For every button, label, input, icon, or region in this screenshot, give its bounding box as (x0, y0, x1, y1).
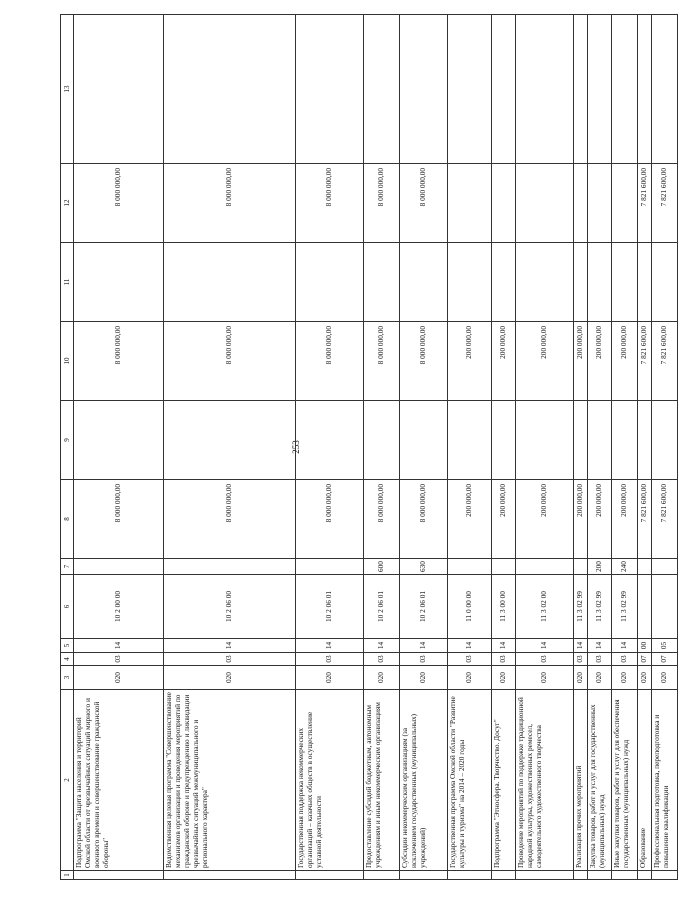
grbs-code-cell: 020 (364, 666, 400, 690)
subsection-code-cell: 14 (364, 639, 400, 653)
header-cell: 9 (61, 401, 74, 480)
row-number-cell (516, 871, 574, 880)
item-name-cell: Проведение мероприятий по поддержке традиционной народной культуры, художественных ремесел, самодеятельного художественного творчества (516, 690, 574, 871)
amount-cell (364, 15, 400, 164)
target-article-cell: 11 3 02 99 (612, 575, 638, 639)
expense-type-cell (164, 559, 296, 575)
subsection-code-cell: 00 (638, 639, 652, 653)
subsection-code-cell: 14 (400, 639, 448, 653)
expense-type-cell (652, 559, 678, 575)
amount-cell (516, 15, 574, 164)
expense-type-cell (574, 559, 588, 575)
amount-cell: 7 821 600,00 (652, 164, 678, 243)
item-name-cell: Государственная программа Омской области "Развитие культуры и туризма" на 2014 – 2020 годы (448, 690, 492, 871)
table-row (574, 15, 588, 880)
amount-cell: 7 821 600,00 (638, 480, 652, 559)
amount-cell (638, 401, 652, 480)
section-code-cell: 03 (296, 653, 364, 666)
expense-type-cell (492, 559, 516, 575)
amount-cell: 8 000 000,00 (164, 322, 296, 401)
grbs-code-cell: 020 (492, 666, 516, 690)
row-number-cell (364, 871, 400, 880)
amount-cell: 8 000 000,00 (400, 480, 448, 559)
amount-cell (164, 243, 296, 322)
amount-cell (588, 164, 612, 243)
amount-cell (400, 243, 448, 322)
amount-cell: 200 000,00 (588, 480, 612, 559)
amount-cell (296, 15, 364, 164)
section-code-cell: 03 (164, 653, 296, 666)
target-article-cell: 10 2 00 00 (74, 575, 164, 639)
item-name-cell: Закупка товаров, работ и услуг для государственных (муниципальных) нужд (588, 690, 612, 871)
item-name-cell: Государственная поддержка некоммерческих организаций – казачьих обществ в осуществление уставной деятельности (296, 690, 364, 871)
amount-cell (492, 164, 516, 243)
amount-cell: 7 821 600,00 (652, 480, 678, 559)
table-row (400, 15, 448, 880)
amount-cell (296, 243, 364, 322)
table-row (448, 15, 492, 880)
amount-cell (612, 401, 638, 480)
amount-cell (492, 15, 516, 164)
subsection-code-cell: 14 (492, 639, 516, 653)
grbs-code-cell: 020 (638, 666, 652, 690)
row-number-cell (492, 871, 516, 880)
page-number: 253 (291, 440, 301, 454)
section-code-cell: 03 (74, 653, 164, 666)
section-code-cell: 03 (364, 653, 400, 666)
amount-cell: 8 000 000,00 (364, 322, 400, 401)
subsection-code-cell: 14 (574, 639, 588, 653)
amount-cell: 8 000 000,00 (296, 164, 364, 243)
row-number-cell (652, 871, 678, 880)
amount-cell: 8 000 000,00 (74, 322, 164, 401)
amount-cell: 200 000,00 (574, 322, 588, 401)
rotated-table-container (60, 35, 670, 880)
subsection-code-cell: 14 (164, 639, 296, 653)
row-number-cell (588, 871, 612, 880)
amount-cell: 200 000,00 (612, 322, 638, 401)
target-article-cell: 10 2 06 00 (164, 575, 296, 639)
amount-cell (574, 15, 588, 164)
expense-type-cell (296, 559, 364, 575)
expense-type-cell: 240 (612, 559, 638, 575)
amount-cell: 200 000,00 (492, 480, 516, 559)
amount-cell (448, 15, 492, 164)
item-name-cell: Ведомственная целевая программа "Совершенствование механизмов организации и проведения мероприятий по гражданской обороне и предупреждению и ликвидации чрезвычайных ситуаций межмуниципального и регионального характера" (164, 690, 296, 871)
amount-cell (74, 15, 164, 164)
amount-cell (516, 164, 574, 243)
target-article-cell: 11 3 02 99 (588, 575, 612, 639)
amount-cell: 8 000 000,00 (364, 480, 400, 559)
amount-cell (612, 164, 638, 243)
amount-cell (638, 243, 652, 322)
amount-cell: 200 000,00 (492, 322, 516, 401)
grbs-code-cell: 020 (164, 666, 296, 690)
amount-cell: 8 000 000,00 (364, 164, 400, 243)
subsection-code-cell: 14 (516, 639, 574, 653)
amount-cell: 200 000,00 (574, 480, 588, 559)
expense-type-cell: 600 (364, 559, 400, 575)
amount-cell (400, 15, 448, 164)
budget-table (60, 14, 678, 880)
amount-cell (492, 401, 516, 480)
amount-cell: 8 000 000,00 (164, 480, 296, 559)
amount-cell: 200 000,00 (516, 322, 574, 401)
row-number-cell (164, 871, 296, 880)
amount-cell (164, 15, 296, 164)
expense-type-cell: 200 (588, 559, 612, 575)
amount-cell (448, 243, 492, 322)
amount-cell: 200 000,00 (516, 480, 574, 559)
expense-type-cell (74, 559, 164, 575)
row-number-cell (74, 871, 164, 880)
amount-cell (364, 243, 400, 322)
amount-cell (516, 243, 574, 322)
section-code-cell: 03 (492, 653, 516, 666)
target-article-cell: 11 3 00 00 (492, 575, 516, 639)
amount-cell: 8 000 000,00 (296, 322, 364, 401)
target-article-cell: 11 3 02 99 (574, 575, 588, 639)
amount-cell (574, 401, 588, 480)
section-code-cell: 03 (612, 653, 638, 666)
table-row (492, 15, 516, 880)
item-name-cell: Реализация прочих мероприятий (574, 690, 588, 871)
amount-cell (492, 243, 516, 322)
amount-cell (364, 401, 400, 480)
amount-cell (448, 401, 492, 480)
item-name-cell: Подпрограмма "Защита населения и территорий Омской области от чрезвычайных ситуаций мирного и военного времени и совершенствование гражданской обороны" (74, 690, 164, 871)
target-article-cell: 11 0 00 00 (448, 575, 492, 639)
amount-cell: 8 000 000,00 (74, 480, 164, 559)
row-number-cell (638, 871, 652, 880)
amount-cell (400, 401, 448, 480)
section-code-cell: 03 (400, 653, 448, 666)
subsection-code-cell: 14 (74, 639, 164, 653)
grbs-code-cell: 020 (588, 666, 612, 690)
header-cell: 13 (61, 15, 74, 164)
table-row (364, 15, 400, 880)
grbs-code-cell: 020 (652, 666, 678, 690)
target-article-cell (638, 575, 652, 639)
amount-cell (296, 401, 364, 480)
subsection-code-cell: 14 (588, 639, 612, 653)
table-row (164, 15, 296, 880)
grbs-code-cell: 020 (574, 666, 588, 690)
target-article-cell: 10 2 06 01 (364, 575, 400, 639)
header-cell: 3 (61, 666, 74, 690)
section-code-cell: 07 (652, 653, 678, 666)
grbs-code-cell: 020 (400, 666, 448, 690)
grbs-code-cell: 020 (74, 666, 164, 690)
amount-cell (588, 243, 612, 322)
header-cell: 4 (61, 653, 74, 666)
amount-cell: 200 000,00 (448, 322, 492, 401)
section-code-cell: 03 (588, 653, 612, 666)
amount-cell: 7 821 600,00 (638, 164, 652, 243)
amount-cell (588, 15, 612, 164)
section-code-cell: 07 (638, 653, 652, 666)
amount-cell (612, 243, 638, 322)
amount-cell (652, 15, 678, 164)
section-code-cell: 03 (448, 653, 492, 666)
header-cell: 2 (61, 690, 74, 871)
amount-cell: 200 000,00 (448, 480, 492, 559)
expense-type-cell: 630 (400, 559, 448, 575)
table-body (61, 15, 678, 880)
item-name-cell: Предоставление субсидий бюджетным, автономным учреждениям и иным некоммерческим организациям (364, 690, 400, 871)
amount-cell (588, 401, 612, 480)
row-number-cell (448, 871, 492, 880)
header-cell: 1 (61, 871, 74, 880)
grbs-code-cell: 020 (448, 666, 492, 690)
table-row (652, 15, 678, 880)
item-name-cell: Профессиональная подготовка, переподготовка и повышение квалификации (652, 690, 678, 871)
target-article-cell: 10 2 06 01 (400, 575, 448, 639)
header-cell: 5 (61, 639, 74, 653)
amount-cell: 8 000 000,00 (164, 164, 296, 243)
amount-cell (574, 243, 588, 322)
table-row (296, 15, 364, 880)
amount-cell: 8 000 000,00 (296, 480, 364, 559)
header-cell: 11 (61, 243, 74, 322)
amount-cell (652, 243, 678, 322)
amount-cell (516, 401, 574, 480)
subsection-code-cell: 14 (296, 639, 364, 653)
section-code-cell: 03 (516, 653, 574, 666)
amount-cell (448, 164, 492, 243)
row-number-cell (296, 871, 364, 880)
amount-cell (574, 164, 588, 243)
subsection-code-cell: 14 (448, 639, 492, 653)
header-cell: 12 (61, 164, 74, 243)
target-article-cell: 11 3 02 00 (516, 575, 574, 639)
amount-cell (74, 243, 164, 322)
amount-cell: 7 821 600,00 (652, 322, 678, 401)
item-name-cell: Субсидии некоммерческим организациям (за исключением государственных (муниципальных) учреждений) (400, 690, 448, 871)
amount-cell (612, 15, 638, 164)
amount-cell: 200 000,00 (612, 480, 638, 559)
row-number-cell (400, 871, 448, 880)
table-row (74, 15, 164, 880)
table-row (638, 15, 652, 880)
subsection-code-cell: 14 (612, 639, 638, 653)
table-row (516, 15, 574, 880)
amount-cell (638, 15, 652, 164)
table-row (612, 15, 638, 880)
item-name-cell: Подпрограмма "Этносфера. Творчество. Досуг" (492, 690, 516, 871)
amount-cell (74, 401, 164, 480)
amount-cell: 8 000 000,00 (74, 164, 164, 243)
row-number-cell (574, 871, 588, 880)
header-row (61, 15, 74, 880)
table-row (588, 15, 612, 880)
row-number-cell (612, 871, 638, 880)
expense-type-cell (448, 559, 492, 575)
expense-type-cell (638, 559, 652, 575)
amount-cell: 8 000 000,00 (400, 322, 448, 401)
grbs-code-cell: 020 (296, 666, 364, 690)
amount-cell: 7 821 600,00 (638, 322, 652, 401)
section-code-cell: 03 (574, 653, 588, 666)
amount-cell (164, 401, 296, 480)
header-cell: 6 (61, 575, 74, 639)
expense-type-cell (516, 559, 574, 575)
grbs-code-cell: 020 (516, 666, 574, 690)
amount-cell (652, 401, 678, 480)
header-cell: 7 (61, 559, 74, 575)
grbs-code-cell: 020 (612, 666, 638, 690)
amount-cell: 8 000 000,00 (400, 164, 448, 243)
target-article-cell: 10 2 06 01 (296, 575, 364, 639)
header-cell: 10 (61, 322, 74, 401)
item-name-cell: Образование (638, 690, 652, 871)
amount-cell: 200 000,00 (588, 322, 612, 401)
target-article-cell (652, 575, 678, 639)
subsection-code-cell: 05 (652, 639, 678, 653)
header-cell: 8 (61, 480, 74, 559)
item-name-cell: Иные закупки товаров, работ и услуг для обеспечения государственных (муниципальных) нужд (612, 690, 638, 871)
